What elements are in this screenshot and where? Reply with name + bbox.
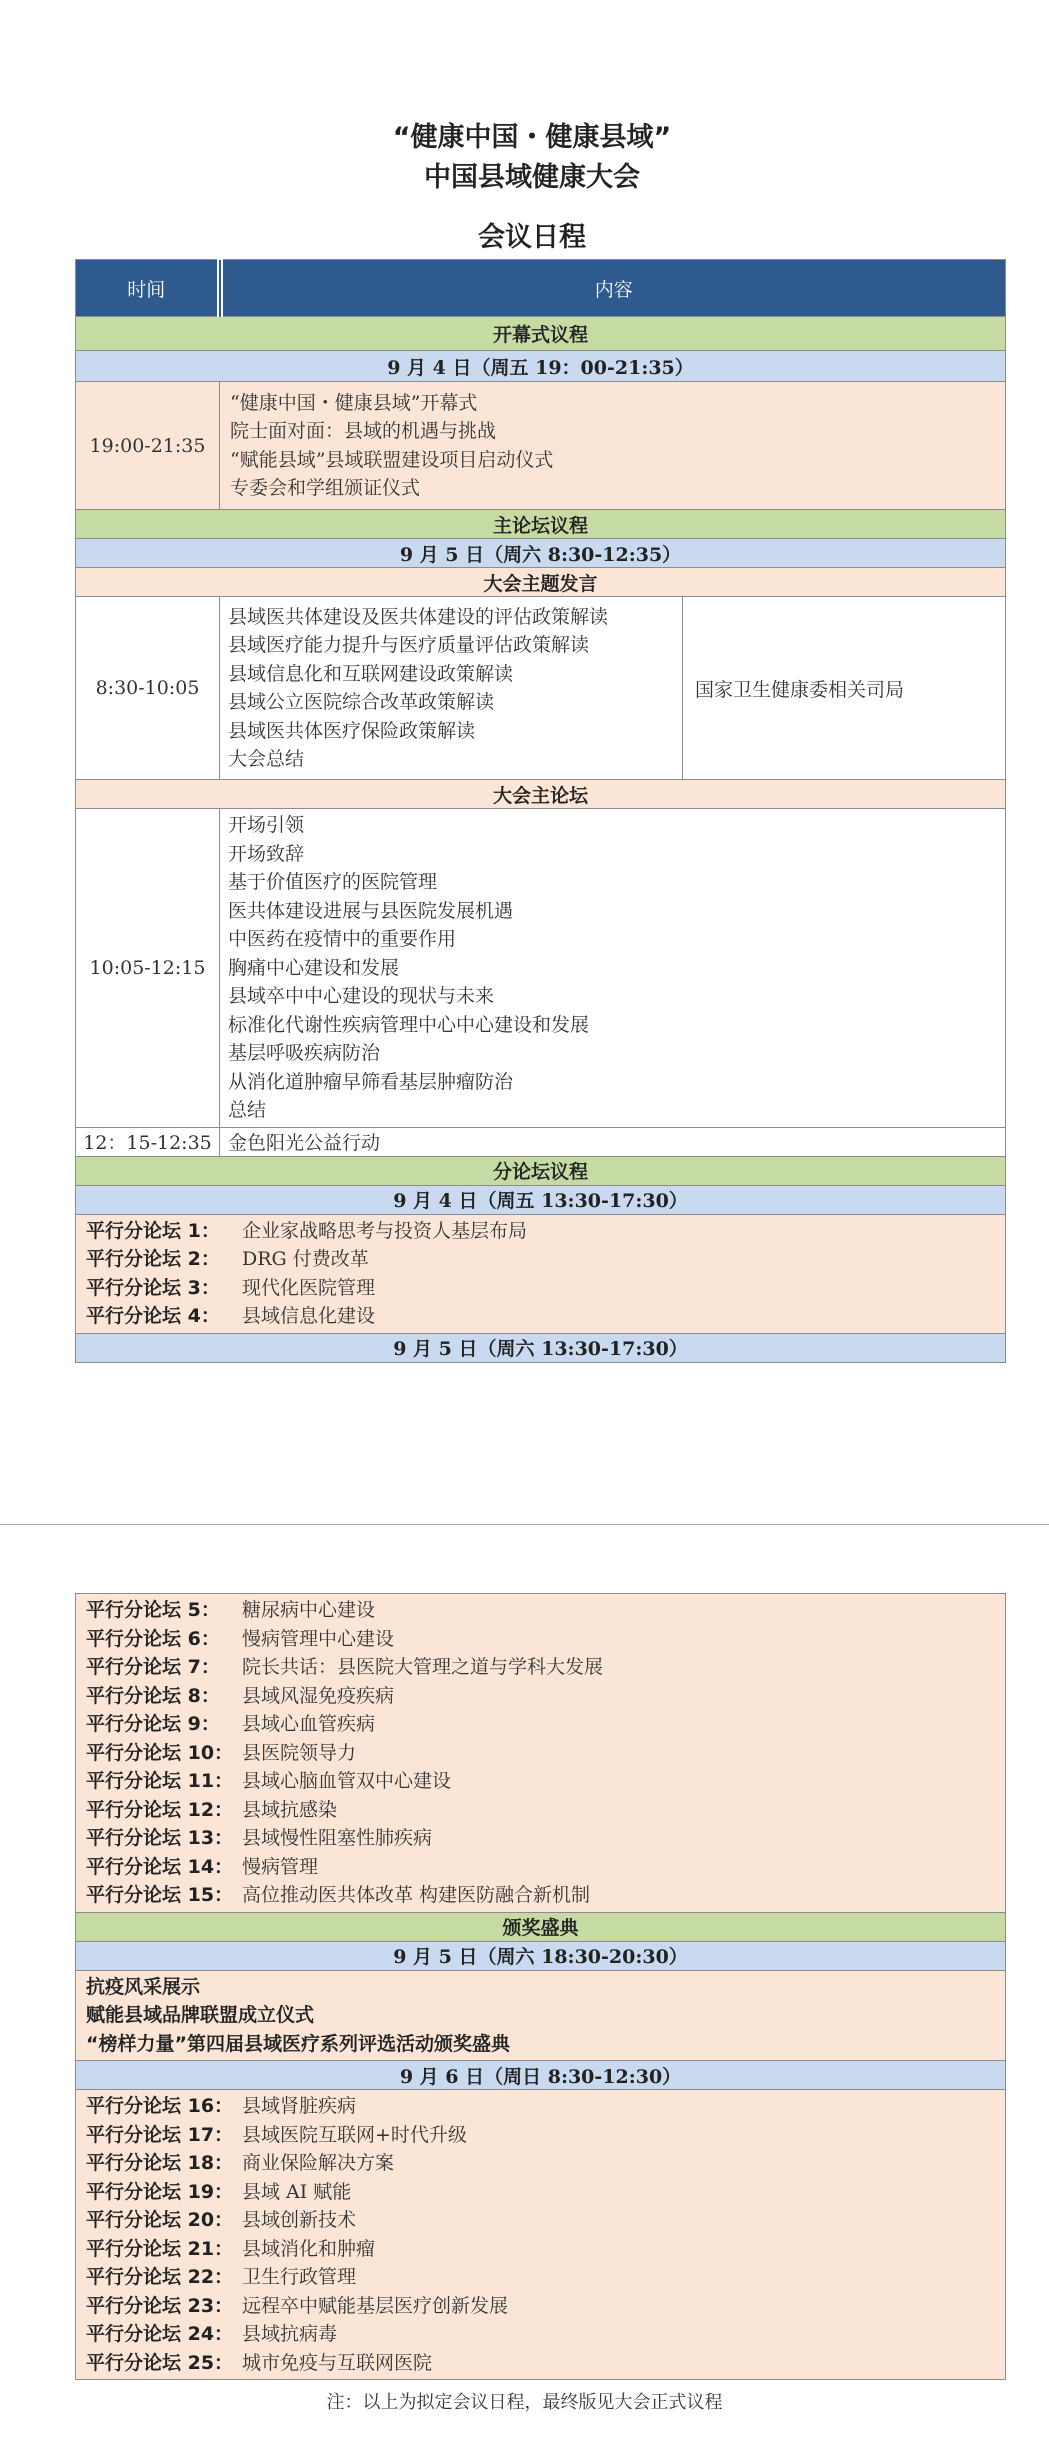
date-row-sub-forum-2 (76, 1333, 1006, 1362)
section-row-main-forum (76, 510, 1006, 539)
list-item: 平行分论坛 4： 县域信息化建设 (86, 1305, 376, 1327)
list-item: 专委会和学组颁证仪式 (230, 477, 421, 499)
list-item: 平行分论坛 9： 县域心血管疾病 (86, 1713, 376, 1735)
list-item: 平行分论坛 13： 县域慢性阻塞性肺疾病 (86, 1827, 433, 1849)
section-title-opening: 开幕式议程 (76, 317, 1006, 351)
list-item: 基于价值医疗的医院管理 (228, 871, 438, 893)
page-separator (0, 1524, 1049, 1525)
date-row-opening (76, 351, 1006, 382)
day3-list (76, 2090, 1006, 2380)
forum-time: 10:05-12:15 (76, 809, 220, 1128)
date-sub-forum-1: 9 月 4 日（周五 13:30-17:30） (76, 1185, 1006, 1214)
opening-time: 19:00-21:35 (76, 382, 220, 510)
date-row-day3 (76, 2061, 1006, 2090)
list-item: 基层呼吸疾病防治 (228, 1042, 381, 1064)
date-main-forum: 9 月 5 日（周六 8:30-12:35） (76, 539, 1006, 568)
list-item: 县域公立医院综合改革政策解读 (228, 691, 495, 713)
opening-row (76, 382, 1006, 510)
list-item: 医共体建设进展与县医院发展机遇 (228, 899, 514, 922)
list-item: 平行分论坛 8： 县域风湿免疫疾病 (86, 1684, 395, 1707)
keynote-row (76, 597, 1006, 780)
date-opening: 9 月 4 日（周五 19：00-21:35） (76, 351, 1006, 382)
list-item: 平行分论坛 14： 慢病管理 (86, 1855, 319, 1878)
sub-forum-day1-list (76, 1214, 1006, 1333)
list-item: 平行分论坛 19： 县域 AI 赋能 (86, 2180, 352, 2203)
list-item: 平行分论坛 2： DRG 付费改革 (86, 1248, 369, 1270)
list-item: 平行分论坛 25： 城市免疫与互联网医院 (86, 2351, 433, 2374)
list-item: 平行分论坛 12： 县域抗感染 (86, 1798, 338, 1821)
list-item: 平行分论坛 20： 县域创新技术 (86, 2209, 357, 2231)
list-item: 平行分论坛 21： 县域消化和肿瘤 (86, 2237, 376, 2260)
date-awards: 9 月 5 日（周六 18:30-20:30） (76, 1941, 1006, 1970)
charity-time: 12：15-12:35 (76, 1127, 220, 1156)
list-item: 院士面对面：县域的机遇与挑战 (230, 420, 497, 442)
list-item: 从消化道肿瘤早筛看基层肿瘤防治 (228, 1070, 514, 1093)
list-item: “榜样力量”第四届县域医疗系列评选活动颁奖盛典 (86, 2032, 510, 2055)
list-item: 中医药在疫情中的重要作用 (228, 928, 457, 950)
forum-row (76, 809, 1006, 1128)
schedule-table-page-2 (75, 1593, 1006, 2380)
list-item: 平行分论坛 22： 卫生行政管理 (86, 2266, 357, 2288)
section-title-main-forum: 主论坛议程 (76, 510, 1006, 539)
date-row-sub-forum-1 (76, 1185, 1006, 1214)
list-item: “健康中国・健康县域”开幕式 (230, 391, 478, 414)
forum-title-row (76, 780, 1006, 809)
sub-forum-day2-list (76, 1594, 1006, 1913)
title-line-3: 会议日程 (478, 222, 586, 253)
date-sub-forum-2: 9 月 5 日（周六 13:30-17:30） (76, 1333, 1006, 1362)
list-item: 县域医共体医疗保险政策解读 (228, 719, 476, 742)
awards-list (76, 1970, 1006, 2061)
list-item: 平行分论坛 1： 企业家战略思考与投资人基层布局 (86, 1219, 528, 1242)
list-item: 标准化代谢性疾病管理中心中心建设和发展 (228, 1013, 590, 1036)
list-item: 总结 (228, 1099, 267, 1121)
keynote-items (220, 597, 683, 780)
date-row-awards (76, 1941, 1006, 1970)
sub-forum-day2-row (76, 1594, 1006, 1913)
awards-row (76, 1970, 1006, 2061)
list-item: 抗疫风采展示 (86, 1975, 201, 1998)
list-item: 赋能县域品牌联盟成立仪式 (86, 2004, 315, 2026)
forum-items (220, 809, 1006, 1128)
list-item: 开场引领 (228, 814, 305, 836)
list-item: 平行分论坛 10： 县医院领导力 (86, 1741, 357, 1764)
table-header-row (76, 260, 1006, 317)
list-item: 平行分论坛 18： 商业保险解决方案 (86, 2152, 395, 2174)
sub-forum-day1-row (76, 1214, 1006, 1333)
list-item: 平行分论坛 3： 现代化医院管理 (86, 1276, 376, 1299)
schedule-table-page-1 (75, 259, 1006, 1363)
list-item: 平行分论坛 15： 高位推动医共体改革 构建医防融合新机制 (86, 1884, 591, 1906)
list-item: 平行分论坛 23： 远程卒中赋能基层医疗创新发展 (86, 2294, 509, 2317)
list-item: “赋能县域”县域联盟建设项目启动仪式 (230, 448, 554, 471)
header-content: 内容 (220, 260, 1006, 317)
keynote-speaker: 国家卫生健康委相关司局 (683, 597, 1006, 780)
document-title-block (0, 118, 1049, 258)
charity-item: 金色阳光公益行动 (220, 1127, 1006, 1156)
footnote: 注：以上为拟定会议日程，最终版见大会正式议程 (326, 2392, 723, 2413)
date-row-main-forum (76, 539, 1006, 568)
header-time: 时间 (76, 260, 220, 317)
list-item: 大会总结 (228, 748, 305, 770)
list-item: 县域信息化和互联网建设政策解读 (228, 662, 514, 685)
opening-items (220, 382, 1006, 510)
list-item: 平行分论坛 7： 院长共话：县医院大管理之道与学科大发展 (86, 1656, 604, 1678)
list-item: 县域医疗能力提升与医疗质量评估政策解读 (228, 634, 590, 656)
section-row-sub-forum (76, 1156, 1006, 1185)
title-line-1: “健康中国・健康县域” (392, 122, 672, 153)
keynote-title: 大会主题发言 (76, 568, 1006, 597)
charity-row (76, 1127, 1006, 1156)
list-item: 县域医共体建设及医共体建设的评估政策解读 (228, 605, 609, 628)
section-title-awards: 颁奖盛典 (76, 1912, 1006, 1941)
list-item: 平行分论坛 5： 糖尿病中心建设 (86, 1599, 376, 1621)
list-item: 平行分论坛 6： 慢病管理中心建设 (86, 1627, 395, 1650)
list-item: 平行分论坛 24： 县域抗病毒 (86, 2323, 338, 2345)
section-title-sub-forum: 分论坛议程 (76, 1156, 1006, 1185)
list-item: 县域卒中中心建设的现状与未来 (228, 985, 495, 1007)
list-item: 平行分论坛 17： 县域医院互联网+时代升级 (86, 2123, 467, 2146)
list-item: 平行分论坛 11： 县域心脑血管双中心建设 (86, 1770, 452, 1792)
list-item: 开场致辞 (228, 842, 305, 865)
keynote-time: 8:30-10:05 (76, 597, 220, 780)
day3-row (76, 2090, 1006, 2380)
keynote-title-row (76, 568, 1006, 597)
title-line-2: 中国县域健康大会 (424, 162, 640, 193)
list-item: 胸痛中心建设和发展 (228, 956, 400, 979)
list-item: 平行分论坛 16： 县域肾脏疾病 (86, 2095, 357, 2117)
section-row-opening (76, 317, 1006, 351)
section-row-awards (76, 1912, 1006, 1941)
date-day3: 9 月 6 日（周日 8:30-12:30） (76, 2061, 1006, 2090)
forum-title: 大会主论坛 (76, 780, 1006, 809)
